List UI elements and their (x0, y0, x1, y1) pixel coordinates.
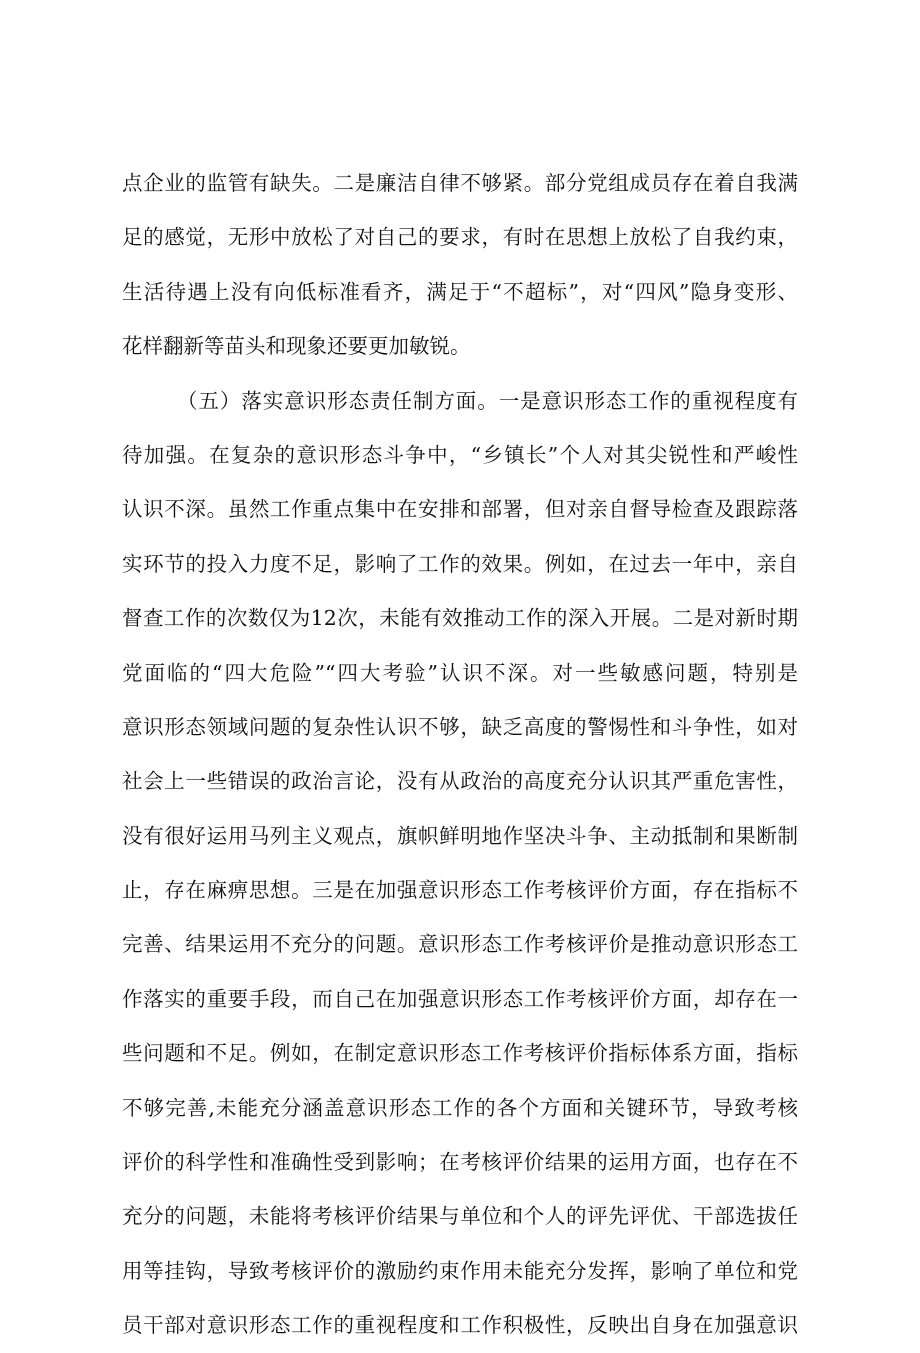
text-line: 止，存在麻痹思想。三是在加强意识形态工作考核评价方面，存在指标不 (122, 878, 798, 903)
text-line: 督查工作的次数仅为12次，未能有效推动工作的深入开展。二是对新时期 (122, 606, 798, 631)
text-line: 实环节的投入力度不足，影响了工作的效果。例如，在过去一年中，亲自 (122, 551, 798, 576)
text-line: 意识形态领域问题的复杂性认识不够，缺乏高度的警惕性和斗争性，如对 (122, 714, 798, 739)
paragraph-heading-line: （五）落实意识形态责任制方面。一是意识形态工作的重视程度有 (177, 388, 798, 413)
text-line: 待加强。在复杂的意识形态斗争中，“乡镇长”个人对其尖锐性和严峻性 (122, 442, 798, 467)
text-line: 足的感觉，无形中放松了对自己的要求，有时在思想上放松了自我约束， (122, 225, 798, 250)
text-line: 没有很好运用马列主义观点，旗帜鲜明地作坚决斗争、主动抵制和果断制 (122, 823, 798, 848)
text-line: 完善、结果运用不充分的问题。意识形态工作考核评价是推动意识形态工 (122, 932, 798, 957)
text-line: 党面临的“四大危险”“四大考验”认识不深。对一些敏感问题，特别是 (122, 660, 798, 685)
text-line: 社会上一些错误的政治言论，没有从政治的高度充分认识其严重危害性， (122, 769, 798, 794)
text-line: 充分的问题，未能将考核评价结果与单位和个人的评先评优、干部选拔任 (122, 1204, 798, 1229)
text-line: 认识不深。虽然工作重点集中在安排和部署，但对亲自督导检查及跟踪落 (122, 497, 798, 522)
text-line: 评价的科学性和准确性受到影响；在考核评价结果的运用方面，也存在不 (122, 1150, 798, 1175)
text-line: 作落实的重要手段，而自己在加强意识形态工作考核评价方面，却存在一 (122, 986, 798, 1011)
text-line: 用等挂钩，导致考核评价的激励约束作用未能充分发挥，影响了单位和党 (122, 1258, 798, 1283)
text-line: 些问题和不足。例如，在制定意识形态工作考核评价指标体系方面，指标 (122, 1041, 798, 1066)
text-line: 生活待遇上没有向低标准看齐，满足于“不超标”，对“四风”隐身变形、 (122, 279, 798, 304)
text-line: 点企业的监管有缺失。二是廉洁自律不够紧。部分党组成员存在着自我满 (122, 171, 798, 195)
text-line: 员干部对意识形态工作的重视程度和工作积极性，反映出自身在加强意识 (122, 1313, 798, 1338)
text-line: 花样翻新等苗头和现象还要更加敏锐。 (122, 334, 471, 359)
document-body (122, 156, 798, 1353)
text-line: 不够完善,未能充分涵盖意识形态工作的各个方面和关键环节，导致考核 (122, 1095, 798, 1120)
